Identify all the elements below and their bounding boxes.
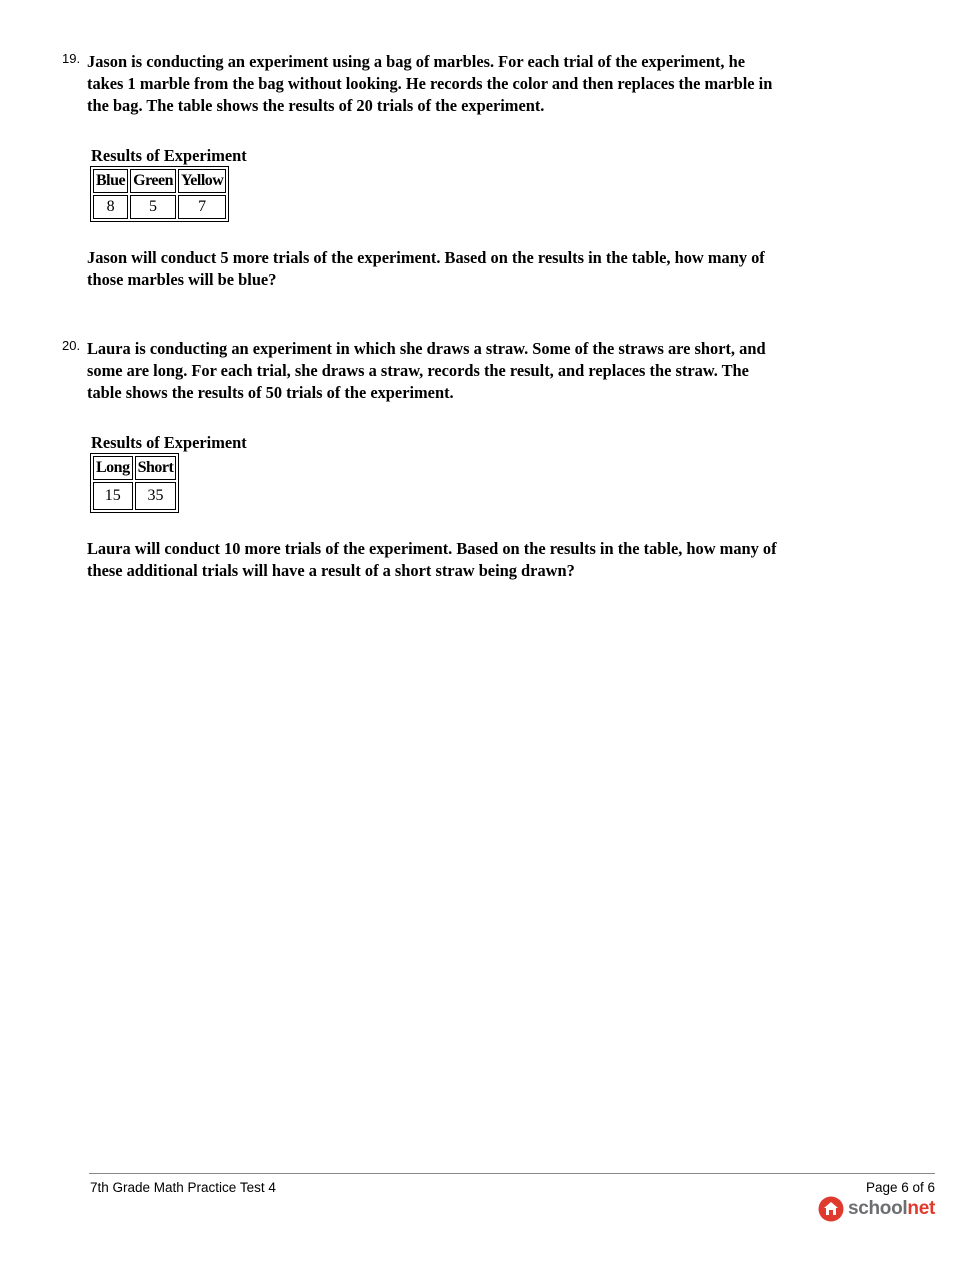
value-cell-yellow: 7 xyxy=(178,195,226,219)
question-body xyxy=(87,338,782,582)
value-cell-green: 5 xyxy=(130,195,176,219)
value-cell-short: 35 xyxy=(135,482,177,510)
table-caption: Results of Experiment xyxy=(91,146,247,165)
header-cell-blue: Blue xyxy=(93,169,128,193)
results-table xyxy=(90,453,179,513)
schoolnet-logo xyxy=(818,1196,935,1222)
footer-divider xyxy=(89,1173,935,1174)
header-cell-yellow: Yellow xyxy=(178,169,226,193)
value-cell-long: 15 xyxy=(93,482,133,510)
value-cell-blue: 8 xyxy=(93,195,128,219)
question-text: Laura is conducting an experiment in which she draws a straw. Some of the straws are short, and some are long. For each trial, she draws a straw, records the result, and replaces the straw. The table shows the results of 50 trials of the experiment. xyxy=(87,339,766,402)
question-body xyxy=(87,51,782,291)
logo-text-school: school xyxy=(847,1198,908,1219)
footer-page-label: Page 6 of 6 xyxy=(865,1180,935,1195)
footer-test-title: 7th Grade Math Practice Test 4 xyxy=(90,1180,276,1195)
table-header-row xyxy=(93,169,226,193)
question-19 xyxy=(62,51,782,291)
logo-text-net: net xyxy=(907,1198,935,1219)
logo-wordmark xyxy=(848,1198,935,1220)
results-table xyxy=(90,166,229,222)
header-cell-green: Green xyxy=(130,169,176,193)
question-number: 20. xyxy=(62,338,81,353)
question-followup: Jason will conduct 5 more trials of the experiment. Based on the results in the table, how many of those marbles will be blue? xyxy=(87,248,765,289)
table-row xyxy=(93,195,226,219)
question-number: 19. xyxy=(62,51,81,66)
table-row xyxy=(93,482,176,510)
header-cell-short: Short xyxy=(135,456,177,480)
header-cell-long: Long xyxy=(93,456,133,480)
table-header-row xyxy=(93,456,176,480)
question-20 xyxy=(62,338,782,582)
table-caption: Results of Experiment xyxy=(91,433,247,452)
house-icon xyxy=(818,1196,844,1222)
question-text: Jason is conducting an experiment using a bag of marbles. For each trial of the experiment, he takes 1 marble from the bag without looking. He records the color and then replaces the marble in the bag. The table shows the results of 20 trials of the experiment. xyxy=(87,52,773,115)
question-followup: Laura will conduct 10 more trials of the experiment. Based on the results in the table, how many of these additional trials will have a result of a short straw being drawn? xyxy=(87,539,777,580)
